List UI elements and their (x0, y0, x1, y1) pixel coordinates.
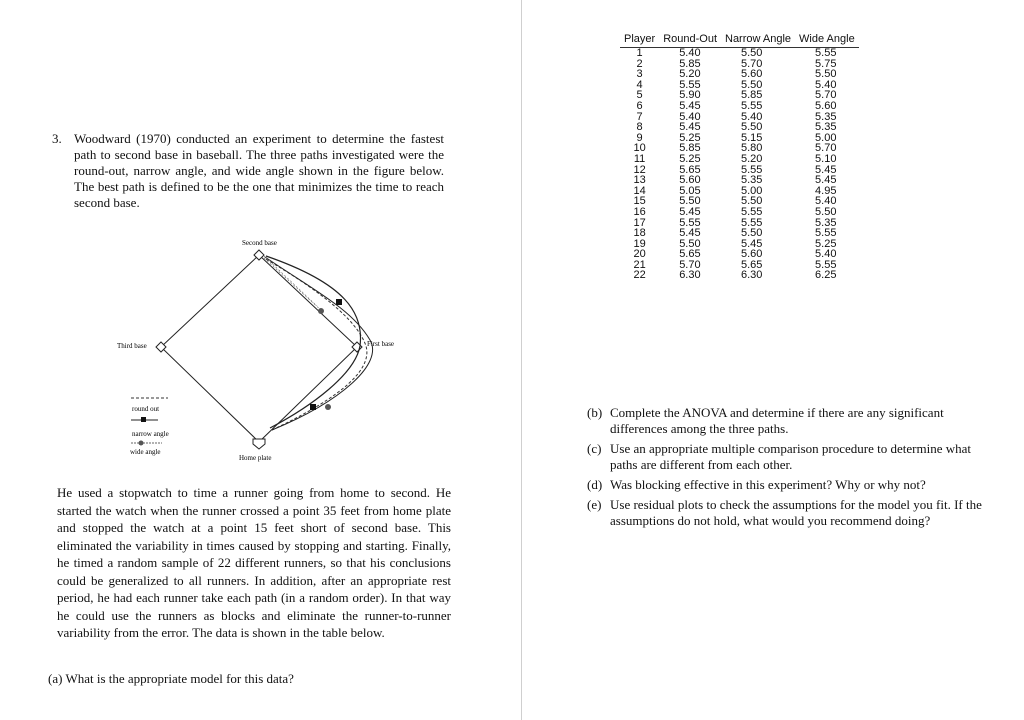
time-cell: 5.65 (679, 248, 701, 261)
first-base-label: First base (367, 340, 395, 348)
table-row (620, 154, 859, 165)
baseball-diagram (112, 234, 412, 470)
time-cell: 5.45 (815, 174, 837, 187)
time-cell: 5.50 (815, 205, 837, 218)
question-label: (d) (587, 477, 603, 492)
player-cell: 8 (636, 121, 643, 134)
time-cell: 5.35 (741, 174, 763, 187)
time-cell: 5.25 (679, 152, 701, 165)
time-cell: 5.60 (815, 99, 837, 112)
question-body: Use an appropriate multiple comparison procedure to determine what paths are different from each other. (610, 441, 971, 472)
legend-wide-angle-label: wide angle (130, 448, 161, 456)
time-cell: 5.35 (815, 121, 837, 134)
time-cell: 5.70 (815, 142, 837, 155)
narrow-angle-marker-bottom (310, 404, 316, 410)
player-cell: 22 (633, 269, 646, 282)
time-cell: 5.00 (815, 131, 837, 144)
player-cell: 12 (633, 163, 646, 176)
time-cell: 5.45 (815, 163, 837, 176)
question-text: Woodward (1970) conducted an experiment to determine the fastest path to second base in baseball. The three paths investigated were the round-out, narrow angle, and wide angle shown in the figure below. The best path is defined to be the one that minimizes the time to reach second base. (74, 131, 444, 210)
player-cell: 5 (636, 89, 643, 102)
time-cell: 5.55 (741, 99, 763, 112)
header-narrow-angle: Narrow Angle (721, 31, 795, 48)
page-divider (521, 0, 522, 720)
narrow-angle-path (266, 256, 361, 428)
time-cell: 5.50 (815, 68, 837, 81)
time-cell: 5.55 (741, 163, 763, 176)
legend-narrow-angle-label: narrow angle (132, 430, 169, 438)
question-body: Complete the ANOVA and determine if there are any significant differences among the three paths. (610, 405, 944, 436)
time-cell: 5.60 (679, 174, 701, 187)
time-cell: 5.40 (679, 110, 701, 123)
player-cell: 1 (636, 47, 643, 59)
time-cell: 6.25 (815, 269, 837, 282)
player-cell: 14 (633, 184, 646, 197)
header-wide-angle: Wide Angle (795, 31, 859, 48)
question-item (587, 405, 992, 437)
legend-round-out-label: round out (132, 405, 160, 413)
player-cell: 10 (633, 142, 646, 155)
time-cell: 5.45 (741, 237, 763, 250)
player-cell: 16 (633, 205, 646, 218)
time-cell: 5.45 (679, 205, 701, 218)
player-cell: 18 (633, 227, 646, 240)
time-cell: 5.85 (679, 57, 701, 70)
time-cell: 5.50 (741, 47, 763, 59)
player-cell: 2 (636, 57, 643, 70)
time-cell: 5.35 (815, 110, 837, 123)
time-cell: 5.50 (741, 195, 763, 208)
question-item (587, 477, 992, 493)
time-cell: 5.20 (679, 68, 701, 81)
time-cell: 5.00 (741, 184, 763, 197)
player-cell: 6 (636, 99, 643, 112)
time-cell: 5.50 (741, 121, 763, 134)
player-cell: 19 (633, 237, 646, 250)
narrow-angle-marker-top (336, 299, 342, 305)
time-cell: 5.25 (679, 131, 701, 144)
player-cell: 11 (633, 152, 646, 165)
wide-angle-marker-bottom (325, 404, 331, 410)
table-row (620, 48, 859, 59)
time-cell: 5.50 (679, 195, 701, 208)
question-label: (b) (587, 405, 603, 420)
time-cell: 6.30 (741, 269, 763, 282)
player-cell: 15 (633, 195, 646, 208)
data-table (620, 31, 859, 281)
time-cell: 5.65 (679, 163, 701, 176)
player-cell: 21 (633, 258, 646, 271)
question-item (587, 497, 992, 529)
question-label: (c) (587, 441, 602, 456)
time-cell: 5.85 (741, 89, 763, 102)
player-cell: 7 (636, 110, 643, 123)
time-cell: 5.65 (741, 258, 763, 271)
time-cell: 5.15 (741, 131, 763, 144)
wide-angle-marker-top (318, 308, 324, 314)
time-cell: 5.55 (815, 227, 837, 240)
player-cell: 20 (633, 248, 646, 261)
time-cell: 5.80 (741, 142, 763, 155)
time-cell: 5.70 (679, 258, 701, 271)
infield-diamond (161, 255, 357, 442)
time-cell: 5.85 (679, 142, 701, 155)
legend-wide-angle-marker (139, 441, 144, 446)
time-cell: 5.05 (679, 184, 701, 197)
time-cell: 5.55 (815, 258, 837, 271)
experiment-description: He used a stopwatch to time a runner going from home to second. He started the watch when the runner crossed a point 35 feet from home plate and stopped the watch at a point 15 feet short of second base. This eliminated the variability in times caused by stopping and starting. Finally, he timed a random sample of 22 different runners, so that his conclusions could be generalized to all runners. In addition, after an appropriate rest period, he had each runner take each path (in a random order). In that way he could use the runners as blocks and eliminate the runner-to-runner variability from the error. The data is shown in the table below. (57, 485, 451, 640)
time-cell: 5.55 (741, 216, 763, 229)
player-cell: 3 (636, 68, 643, 81)
player-cell: 17 (633, 216, 646, 229)
time-cell: 5.40 (679, 47, 701, 59)
questions-list (587, 405, 992, 533)
time-cell: 5.50 (741, 227, 763, 240)
time-cell: 5.25 (815, 237, 837, 250)
time-cell: 5.60 (741, 68, 763, 81)
time-cell: 5.75 (815, 57, 837, 70)
time-cell: 5.40 (815, 78, 837, 91)
player-cell: 9 (636, 131, 643, 144)
path-fan (264, 256, 323, 312)
table-body (620, 48, 859, 282)
third-base-label: Third base (117, 342, 147, 350)
table-row (620, 207, 859, 218)
time-cell: 5.20 (741, 152, 763, 165)
time-cell: 5.35 (815, 216, 837, 229)
time-cell: 5.50 (679, 237, 701, 250)
time-cell: 5.55 (679, 78, 701, 91)
question-3 (52, 131, 444, 211)
time-cell: 5.55 (741, 205, 763, 218)
time-cell: 5.40 (741, 110, 763, 123)
time-cell: 5.55 (815, 47, 837, 59)
second-base-label: Second base (242, 239, 277, 247)
time-cell: 5.90 (679, 89, 701, 102)
time-cell: 5.10 (815, 152, 837, 165)
question-label: (e) (587, 497, 602, 512)
time-cell: 5.70 (815, 89, 837, 102)
time-cell: 5.55 (679, 216, 701, 229)
player-cell: 4 (636, 78, 643, 91)
table-row (620, 101, 859, 112)
table-row (620, 270, 859, 281)
time-cell: 5.40 (815, 195, 837, 208)
player-cell: 13 (633, 174, 646, 187)
table-header-row (620, 31, 859, 48)
question-body: Use residual plots to check the assumptions for the model you fit. If the assumptions do not hold, what would you recommend doing? (610, 497, 982, 528)
time-cell: 5.50 (741, 78, 763, 91)
question-item (587, 441, 992, 473)
header-round-out: Round-Out (659, 31, 721, 48)
home-plate-label: Home plate (239, 454, 272, 462)
header-player: Player (620, 31, 659, 48)
time-cell: 6.30 (679, 269, 701, 282)
question-body: Was blocking effective in this experiment? Why or why not? (610, 477, 926, 492)
home-plate-marker (253, 439, 265, 449)
time-cell: 5.45 (679, 121, 701, 134)
time-cell: 5.70 (741, 57, 763, 70)
time-cell: 5.60 (741, 248, 763, 261)
question-part-a: (a) What is the appropriate model for this data? (48, 671, 294, 686)
time-cell: 5.40 (815, 248, 837, 261)
question-number: 3. (52, 131, 62, 146)
time-cell: 5.45 (679, 99, 701, 112)
time-cell: 5.45 (679, 227, 701, 240)
legend-narrow-angle-marker (141, 417, 146, 422)
time-cell: 4.95 (815, 184, 837, 197)
